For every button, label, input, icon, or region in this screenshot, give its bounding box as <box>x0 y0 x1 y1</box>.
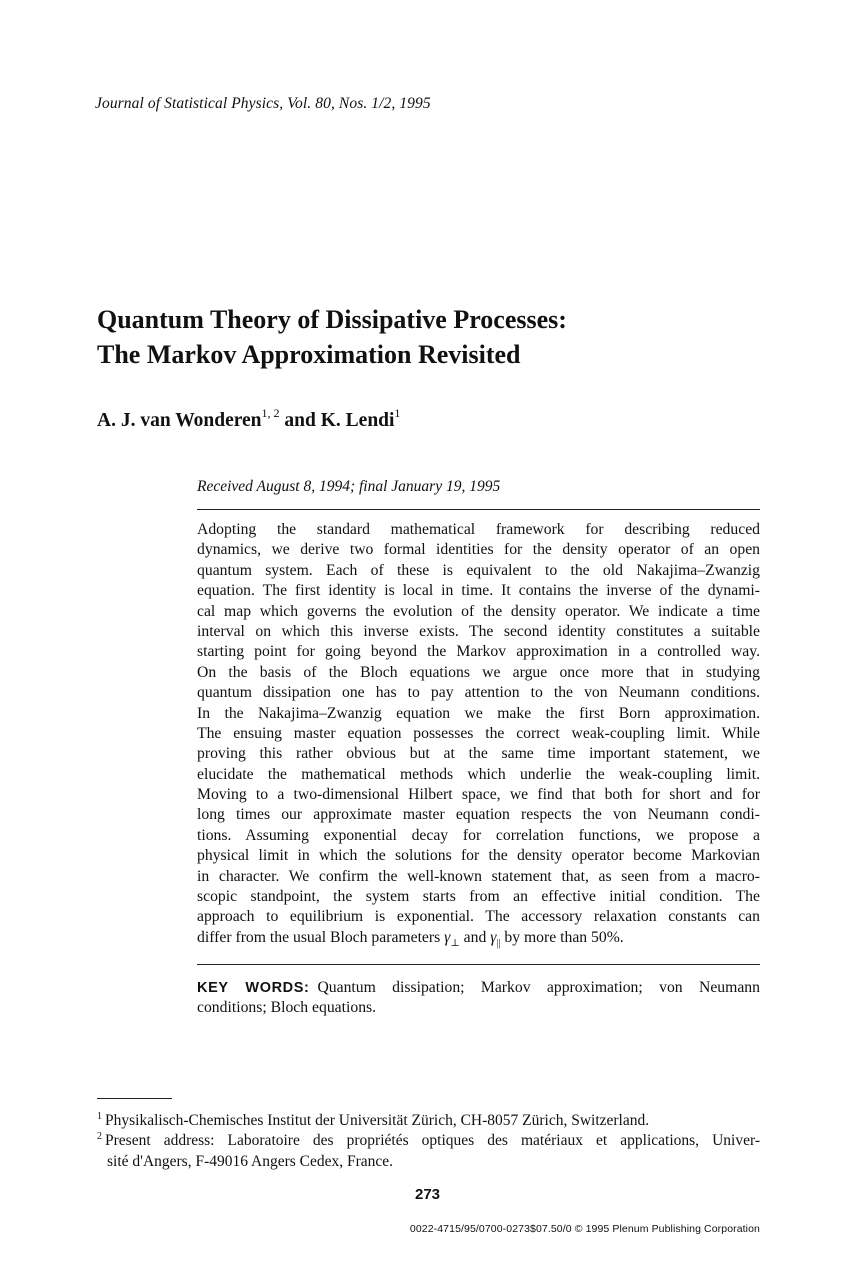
footnote-mark: 2 <box>97 1131 102 1143</box>
gamma-parallel-symbol <box>490 928 501 949</box>
keywords-line: conditions; Bloch equations. <box>197 999 377 1017</box>
abstract-line: interval on which this inverse exists. The second identity constitutes a suitable <box>197 622 760 640</box>
abstract <box>197 520 760 948</box>
gamma-letter: γ <box>490 928 497 946</box>
footnote-2 <box>97 1131 760 1172</box>
affiliation-marks: 1 <box>394 406 401 420</box>
abstract-line: tions. Assuming exponential decay for correlation functions, we propose a <box>197 826 760 844</box>
footnote-line: sité d'Angers, F-49016 Angers Cedex, France. <box>107 1152 394 1170</box>
footnote-mark: 1 <box>97 1111 102 1122</box>
abstract-text: by more than 50%. <box>500 928 624 946</box>
footnote-1 <box>97 1111 760 1131</box>
parallel-subscript: || <box>496 937 501 949</box>
abstract-line: scopic standpoint, the system starts from an effective initial condition. The <box>197 888 760 906</box>
footnotes <box>97 1111 760 1172</box>
author-name: A. J. van Wonderen <box>97 410 262 431</box>
abstract-line: starting point for going beyond the Markov approximation in a controlled way. <box>197 643 760 661</box>
author-list <box>97 406 401 432</box>
footnote-rule <box>97 1098 172 1099</box>
abstract-line: On the basis of the Bloch equations we argue once more that in studying <box>197 663 760 681</box>
journal-citation: Journal of Statistical Physics, Vol. 80, Nos. 1/2, 1995 <box>95 95 431 112</box>
keywords-label: KEY WORDS: <box>197 980 310 996</box>
keywords-line <box>197 978 760 998</box>
abstract-top-rule <box>197 509 760 510</box>
abstract-line: quantum system. Each of these is equivalent to the old Nakajima–Zwanzig <box>197 561 760 579</box>
abstract-line: dynamics, we derive two formal identities for the density operator of an open <box>197 541 760 559</box>
page-number: 273 <box>414 1186 441 1203</box>
abstract-line: In the Nakajima–Zwanzig equation we make the first Born approximation. <box>197 704 760 722</box>
abstract-last-line <box>197 928 760 948</box>
perp-subscript: ⊥ <box>450 937 460 949</box>
abstract-line: approach to equilibrium is exponential. The accessory relaxation constants can <box>197 908 760 926</box>
abstract-line: The ensuing master equation possesses the correct weak-coupling limit. While <box>197 724 760 742</box>
gamma-letter: γ <box>444 928 451 946</box>
abstract-line: in character. We confirm the well-known statement that, as seen from a macro- <box>197 867 760 885</box>
abstract-text: differ from the usual Bloch parameters <box>197 928 445 946</box>
footnote-text: Physikalisch-Chemisches Institut der Universität Zürich, CH-8057 Zürich, Switzerland. <box>105 1112 650 1129</box>
abstract-line: equation. The first identity is local in time. It contains the inverse of the dynami- <box>197 582 760 600</box>
abstract-line: cal map which governs the evolution of the density operator. We indicate a time <box>197 602 760 620</box>
abstract-line: long times our approximate master equation respects the von Neumann condi- <box>197 806 760 824</box>
keywords-text: Quantum dissipation; Markov approximation; von Neumann <box>317 979 760 996</box>
author-connector: and <box>279 410 321 431</box>
abstract-line: quantum dissipation one has to pay attention to the von Neumann conditions. <box>197 684 760 702</box>
received-dates: Received August 8, 1994; final January 19, 1995 <box>197 478 501 495</box>
affiliation-marks: 1, 2 <box>261 406 280 420</box>
abstract-line: elucidate the mathematical methods which underlie the weak-coupling limit. <box>197 765 760 783</box>
footnote-line <box>97 1111 760 1131</box>
abstract-line: Moving to a two-dimensional Hilbert space, we find that both for short and for <box>197 786 760 804</box>
abstract-line: physical limit in which the solutions for the density operator become Markovian <box>197 847 760 865</box>
footnote-line <box>97 1131 760 1151</box>
title-line-1: Quantum Theory of Dissipative Processes: <box>97 305 567 334</box>
copyright-line: 0022-4715/95/0700-0273$07.50/0 © 1995 Plenum Publishing Corporation <box>409 1223 760 1235</box>
footnote-text: Present address: Laboratoire des propriétés optiques des matériaux et applications, Univer- <box>105 1132 760 1150</box>
title-line-2: The Markov Approximation Revisited <box>97 340 521 369</box>
keywords <box>197 978 760 1019</box>
abstract-bottom-rule <box>197 964 760 965</box>
abstract-line: Adopting the standard mathematical framework for describing reduced <box>197 521 760 538</box>
gamma-perp-symbol <box>444 928 460 949</box>
author-name: K. Lendi <box>320 410 395 431</box>
abstract-line: proving this rather obvious but at the same time important statement, we <box>197 745 760 763</box>
paper-title <box>97 302 797 372</box>
abstract-text: and <box>459 928 491 946</box>
